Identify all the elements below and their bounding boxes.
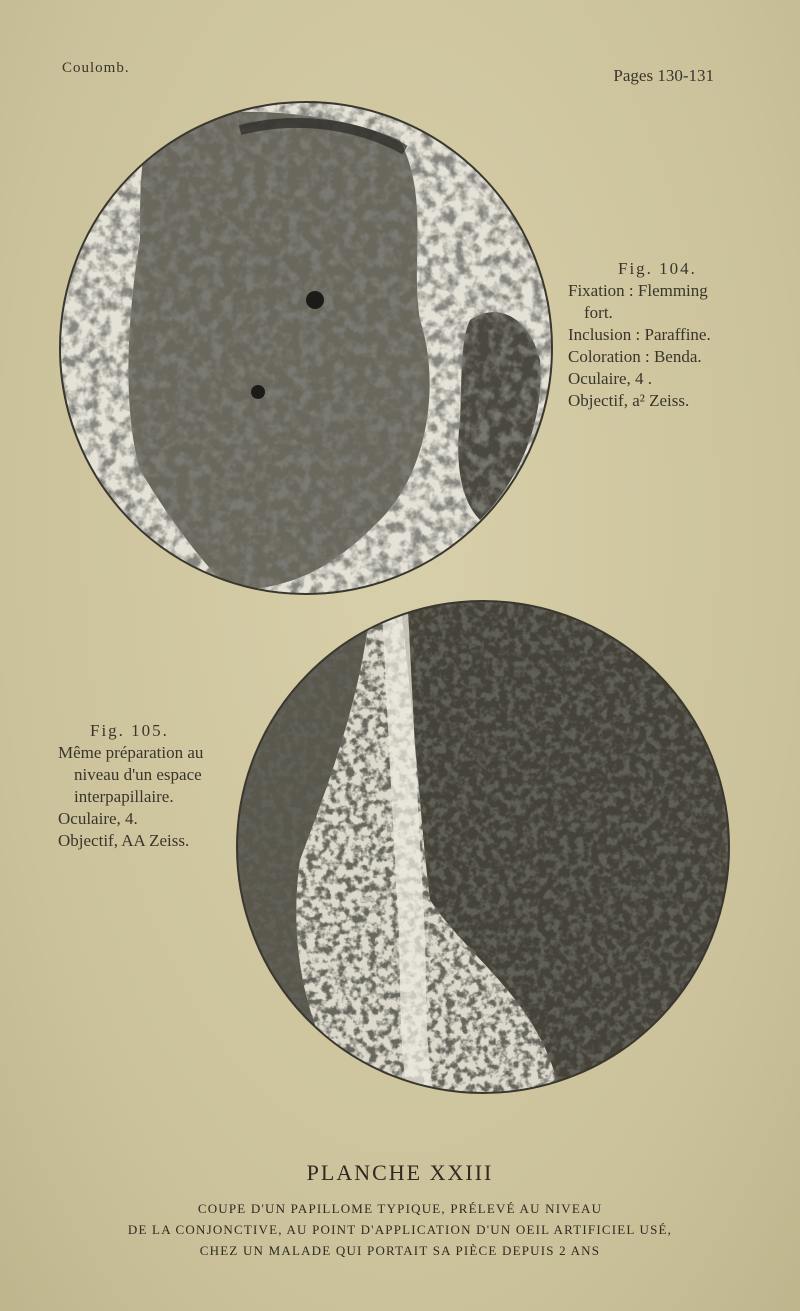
fig104-line: Oculaire, 4 . [568,369,653,388]
author-header: Coulomb. [62,60,130,76]
plate-description [0,1198,800,1261]
fig104-line: Objectif, a² Zeiss. [568,391,690,410]
micrograph-fig105 [237,601,730,1093]
plate-description-line: COUPE D'UN PAPILLOME TYPIQUE, PRÉLEVÉ AU NIVEAU [197,1201,603,1216]
fig105-line: Même préparation au [58,743,204,762]
fig104-line: Fixation : Flemming [568,281,708,300]
fig105-caption [58,720,253,852]
fig104-caption [568,258,793,412]
fig105-line: interpapillaire. [74,787,174,806]
plate-description-line: CHEZ UN MALADE QUI PORTAIT SA PIÈCE DEPUIS 2 ANS [199,1243,601,1258]
fig104-line: Coloration : Benda. [568,347,702,366]
fig104-line: Inclusion : Paraffine. [568,325,711,344]
fig104-line: fort. [584,303,613,322]
plate-title: PLANCHE XXIII [306,1160,494,1185]
fig105-title: Fig. 105. [90,721,169,740]
fig104-title: Fig. 104. [618,259,697,278]
plate-description-line: DE LA CONJONCTIVE, AU POINT D'APPLICATION D'UN OEIL ARTIFICIEL USÉ, [127,1222,673,1237]
fig105-line: Oculaire, 4. [58,809,138,828]
fig105-line: Objectif, AA Zeiss. [58,831,190,850]
fig105-line: niveau d'un espace [74,765,202,784]
pages-header: Pages 130-131 [613,66,714,85]
